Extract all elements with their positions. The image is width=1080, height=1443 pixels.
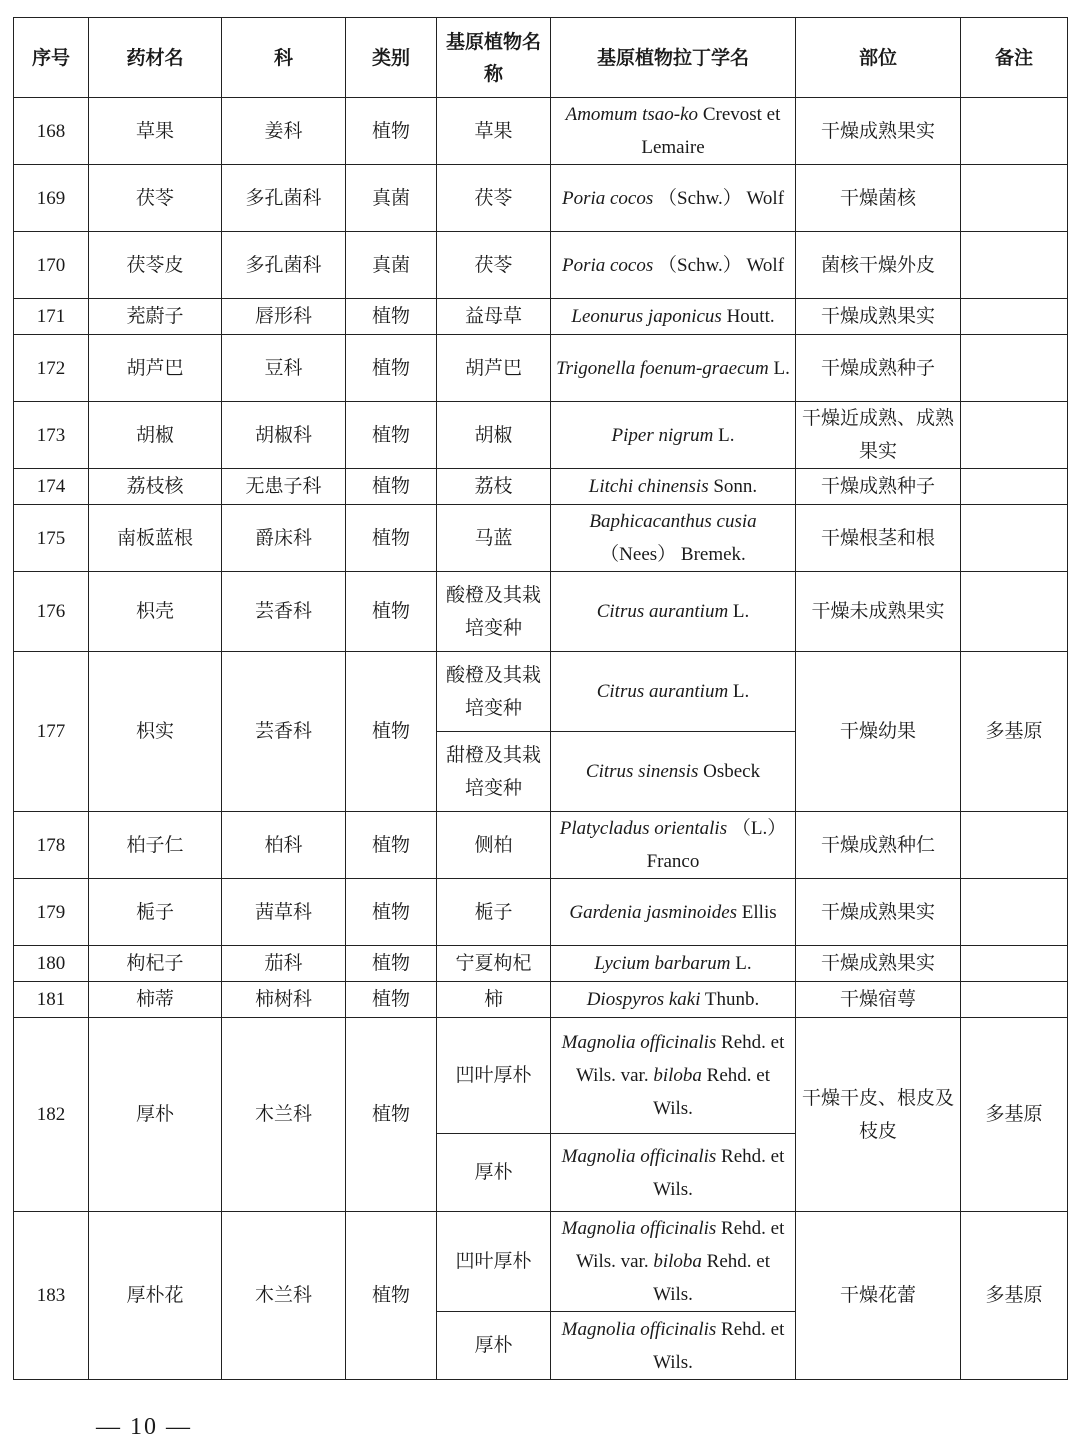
part-cell: 干燥菌核 — [796, 165, 961, 232]
part-cell: 干燥成熟果实 — [796, 98, 961, 165]
remark-cell — [961, 98, 1068, 165]
latin-plain-part: L. — [728, 681, 750, 702]
category-cell: 真菌 — [346, 232, 437, 299]
row-number: 179 — [14, 879, 89, 946]
latin-italic-part: Citrus aurantium — [596, 601, 729, 622]
part-cell: 菌核干燥外皮 — [796, 232, 961, 299]
part-cell: 干燥干皮、根皮及枝皮 — [796, 1018, 961, 1212]
latin-italic-part: Litchi chinensis — [588, 476, 709, 497]
header-base-plant: 基原植物名称 — [437, 18, 551, 98]
base-plant-cell: 胡椒 — [437, 402, 551, 469]
herb-name: 胡芦巴 — [89, 335, 222, 402]
part-cell: 干燥成熟种子 — [796, 469, 961, 505]
page-number: — 10 — — [96, 1414, 192, 1440]
part-cell: 干燥近成熟、成熟果实 — [796, 402, 961, 469]
herb-name: 南板蓝根 — [89, 505, 222, 572]
herb-name: 枸杞子 — [89, 946, 222, 982]
base-plant-cell: 侧柏 — [437, 812, 551, 879]
remark-cell — [961, 469, 1068, 505]
row-number: 176 — [14, 572, 89, 652]
table-row — [14, 652, 1068, 732]
latin-name-cell — [551, 812, 796, 879]
remark-cell — [961, 812, 1068, 879]
table-row — [14, 165, 1068, 232]
latin-name-cell — [551, 469, 796, 505]
part-cell: 干燥花蕾 — [796, 1212, 961, 1380]
latin-italic-part: Platycladus orientalis — [559, 818, 728, 839]
category-cell: 植物 — [346, 402, 437, 469]
remark-cell — [961, 879, 1068, 946]
base-plant-cell: 凹叶厚朴 — [437, 1018, 551, 1134]
latin-plain-part: Crevost et Lemaire — [641, 104, 781, 158]
header-remark: 备注 — [961, 18, 1068, 98]
table-row — [14, 402, 1068, 469]
base-plant-cell: 草果 — [437, 98, 551, 165]
latin-name-cell — [551, 652, 796, 732]
remark-cell: 多基原 — [961, 652, 1068, 812]
herb-name: 茯苓 — [89, 165, 222, 232]
header-part: 部位 — [796, 18, 961, 98]
table-row — [14, 469, 1068, 505]
herb-name: 荔枝核 — [89, 469, 222, 505]
header-category: 类别 — [346, 18, 437, 98]
part-cell: 干燥未成熟果实 — [796, 572, 961, 652]
remark-cell — [961, 335, 1068, 402]
base-plant-cell: 茯苓 — [437, 165, 551, 232]
family-cell: 豆科 — [222, 335, 346, 402]
base-plant-cell: 茯苓 — [437, 232, 551, 299]
row-number: 168 — [14, 98, 89, 165]
remark-cell — [961, 299, 1068, 335]
table-row — [14, 1018, 1068, 1134]
herb-name: 枳壳 — [89, 572, 222, 652]
latin-name-cell — [551, 335, 796, 402]
row-number: 173 — [14, 402, 89, 469]
category-cell: 植物 — [346, 812, 437, 879]
base-plant-cell: 荔枝 — [437, 469, 551, 505]
row-number: 175 — [14, 505, 89, 572]
base-plant-cell: 益母草 — [437, 299, 551, 335]
header-no: 序号 — [14, 18, 89, 98]
herb-catalog-table — [13, 17, 1068, 1380]
family-cell: 木兰科 — [222, 1018, 346, 1212]
family-cell: 柏科 — [222, 812, 346, 879]
row-number: 171 — [14, 299, 89, 335]
row-number: 181 — [14, 982, 89, 1018]
herb-name: 厚朴花 — [89, 1212, 222, 1380]
latin-italic-part: Poria cocos — [561, 254, 654, 276]
table-row — [14, 335, 1068, 402]
latin-italic-part: biloba — [653, 1065, 702, 1086]
latin-plain-part: Rehd. et Wils. — [653, 1318, 785, 1373]
header-row — [14, 18, 1068, 98]
family-cell: 胡椒科 — [222, 402, 346, 469]
latin-italic-part: Diospyros kaki — [586, 989, 701, 1010]
row-number: 170 — [14, 232, 89, 299]
base-plant-cell: 柿 — [437, 982, 551, 1018]
herb-name: 厚朴 — [89, 1018, 222, 1212]
latin-plain-part: Rehd. et Wils. var. — [576, 1032, 785, 1086]
latin-name-cell — [551, 1134, 796, 1212]
category-cell: 植物 — [346, 982, 437, 1018]
family-cell: 唇形科 — [222, 299, 346, 335]
row-number: 182 — [14, 1018, 89, 1212]
remark-cell: 多基原 — [961, 1018, 1068, 1212]
latin-plain-part: Rehd. et Wils. — [653, 1251, 770, 1305]
latin-plain-part: Houtt. — [721, 306, 775, 327]
family-cell: 茜草科 — [222, 879, 346, 946]
latin-italic-part: biloba — [653, 1251, 702, 1272]
row-number: 178 — [14, 812, 89, 879]
latin-italic-part: Piper nigrum — [611, 424, 714, 446]
table-row — [14, 1212, 1068, 1312]
latin-plain-part: L. — [730, 953, 752, 974]
base-plant-cell: 厚朴 — [437, 1312, 551, 1380]
remark-cell — [961, 982, 1068, 1018]
category-cell: 植物 — [346, 98, 437, 165]
row-number: 177 — [14, 652, 89, 812]
latin-name-cell — [551, 946, 796, 982]
herb-name: 茺蔚子 — [89, 299, 222, 335]
latin-plain-part: （Schw.） Wolf — [653, 254, 785, 276]
base-plant-cell: 宁夏枸杞 — [437, 946, 551, 982]
row-number: 180 — [14, 946, 89, 982]
latin-name-cell — [551, 402, 796, 469]
base-plant-cell: 凹叶厚朴 — [437, 1212, 551, 1312]
latin-italic-part: Lycium barbarum — [594, 953, 731, 974]
family-cell: 芸香科 — [222, 652, 346, 812]
latin-italic-part: Amomum tsao-ko — [565, 104, 699, 125]
family-cell: 茄科 — [222, 946, 346, 982]
table-row — [14, 98, 1068, 165]
latin-plain-part: Thunb. — [700, 989, 760, 1010]
remark-cell — [961, 505, 1068, 572]
category-cell: 植物 — [346, 652, 437, 812]
row-number: 172 — [14, 335, 89, 402]
family-cell: 柿树科 — [222, 982, 346, 1018]
latin-name-cell — [551, 232, 796, 299]
category-cell: 植物 — [346, 946, 437, 982]
latin-plain-part: Osbeck — [698, 761, 761, 782]
latin-italic-part: Citrus sinensis — [585, 761, 699, 782]
table-row — [14, 812, 1068, 879]
latin-name-cell — [551, 165, 796, 232]
family-cell: 木兰科 — [222, 1212, 346, 1380]
latin-name-cell — [551, 299, 796, 335]
latin-italic-part: Magnolia officinalis — [561, 1218, 717, 1239]
table-row — [14, 946, 1068, 982]
latin-plain-part: Ellis — [737, 901, 777, 923]
part-cell: 干燥成熟种仁 — [796, 812, 961, 879]
remark-cell — [961, 232, 1068, 299]
latin-name-cell — [551, 1018, 796, 1134]
remark-cell: 多基原 — [961, 1212, 1068, 1380]
latin-italic-part: Gardenia jasminoides — [569, 901, 738, 923]
header-name: 药材名 — [89, 18, 222, 98]
category-cell: 真菌 — [346, 165, 437, 232]
family-cell: 多孔菌科 — [222, 165, 346, 232]
table-row — [14, 879, 1068, 946]
base-plant-cell: 甜橙及其栽培变种 — [437, 732, 551, 812]
herb-name: 草果 — [89, 98, 222, 165]
herb-name: 枳实 — [89, 652, 222, 812]
latin-italic-part: Trigonella foenum-graecum — [556, 357, 769, 379]
herb-name: 柿蒂 — [89, 982, 222, 1018]
latin-plain-part: Rehd. et Wils. var. — [576, 1218, 785, 1272]
latin-plain-part: L. — [713, 424, 735, 446]
latin-plain-part: L. — [728, 601, 750, 622]
herb-name: 柏子仁 — [89, 812, 222, 879]
base-plant-cell: 胡芦巴 — [437, 335, 551, 402]
remark-cell — [961, 402, 1068, 469]
latin-name-cell — [551, 879, 796, 946]
latin-italic-part: Citrus aurantium — [596, 681, 729, 702]
category-cell: 植物 — [346, 1212, 437, 1380]
table-row — [14, 572, 1068, 652]
part-cell: 干燥成熟果实 — [796, 879, 961, 946]
base-plant-cell: 栀子 — [437, 879, 551, 946]
category-cell: 植物 — [346, 335, 437, 402]
header-latin: 基原植物拉丁学名 — [551, 18, 796, 98]
herb-name: 茯苓皮 — [89, 232, 222, 299]
latin-plain-part: Rehd. et Wils. — [653, 1145, 785, 1200]
base-plant-cell: 酸橙及其栽培变种 — [437, 572, 551, 652]
part-cell: 干燥成熟果实 — [796, 299, 961, 335]
base-plant-cell: 酸橙及其栽培变种 — [437, 652, 551, 732]
latin-italic-part: Baphicacanthus cusia — [589, 511, 757, 532]
latin-plain-part: （Schw.） Wolf — [653, 187, 785, 209]
latin-italic-part: Magnolia officinalis — [561, 1145, 717, 1167]
family-cell: 爵床科 — [222, 505, 346, 572]
category-cell: 植物 — [346, 299, 437, 335]
latin-name-cell — [551, 98, 796, 165]
table-row — [14, 299, 1068, 335]
latin-plain-part: Sonn. — [708, 476, 758, 497]
herb-name: 栀子 — [89, 879, 222, 946]
part-cell: 干燥宿萼 — [796, 982, 961, 1018]
family-cell: 姜科 — [222, 98, 346, 165]
remark-cell — [961, 946, 1068, 982]
latin-plain-part: （L.） Franco — [646, 818, 787, 872]
latin-name-cell — [551, 572, 796, 652]
row-number: 183 — [14, 1212, 89, 1380]
family-cell: 芸香科 — [222, 572, 346, 652]
herb-name: 胡椒 — [89, 402, 222, 469]
remark-cell — [961, 572, 1068, 652]
category-cell: 植物 — [346, 505, 437, 572]
header-family: 科 — [222, 18, 346, 98]
latin-name-cell — [551, 1312, 796, 1380]
latin-plain-part: （Nees） Bremek. — [600, 544, 746, 565]
latin-plain-part: Rehd. et Wils. — [653, 1065, 770, 1119]
latin-name-cell — [551, 1212, 796, 1312]
category-cell: 植物 — [346, 879, 437, 946]
table-row — [14, 982, 1068, 1018]
family-cell: 多孔菌科 — [222, 232, 346, 299]
part-cell: 干燥成熟果实 — [796, 946, 961, 982]
latin-plain-part: L. — [768, 357, 790, 379]
latin-italic-part: Magnolia officinalis — [561, 1318, 717, 1340]
part-cell: 干燥根茎和根 — [796, 505, 961, 572]
latin-italic-part: Magnolia officinalis — [561, 1032, 717, 1053]
latin-name-cell — [551, 732, 796, 812]
latin-italic-part: Poria cocos — [561, 187, 654, 209]
table-body — [14, 98, 1068, 1380]
row-number: 174 — [14, 469, 89, 505]
remark-cell — [961, 165, 1068, 232]
part-cell: 干燥幼果 — [796, 652, 961, 812]
base-plant-cell: 厚朴 — [437, 1134, 551, 1212]
latin-italic-part: Leonurus japonicus — [571, 306, 722, 327]
family-cell: 无患子科 — [222, 469, 346, 505]
table-row — [14, 232, 1068, 299]
category-cell: 植物 — [346, 572, 437, 652]
category-cell: 植物 — [346, 1018, 437, 1212]
base-plant-cell: 马蓝 — [437, 505, 551, 572]
row-number: 169 — [14, 165, 89, 232]
table-row — [14, 505, 1068, 572]
part-cell: 干燥成熟种子 — [796, 335, 961, 402]
latin-name-cell — [551, 505, 796, 572]
latin-name-cell — [551, 982, 796, 1018]
category-cell: 植物 — [346, 469, 437, 505]
